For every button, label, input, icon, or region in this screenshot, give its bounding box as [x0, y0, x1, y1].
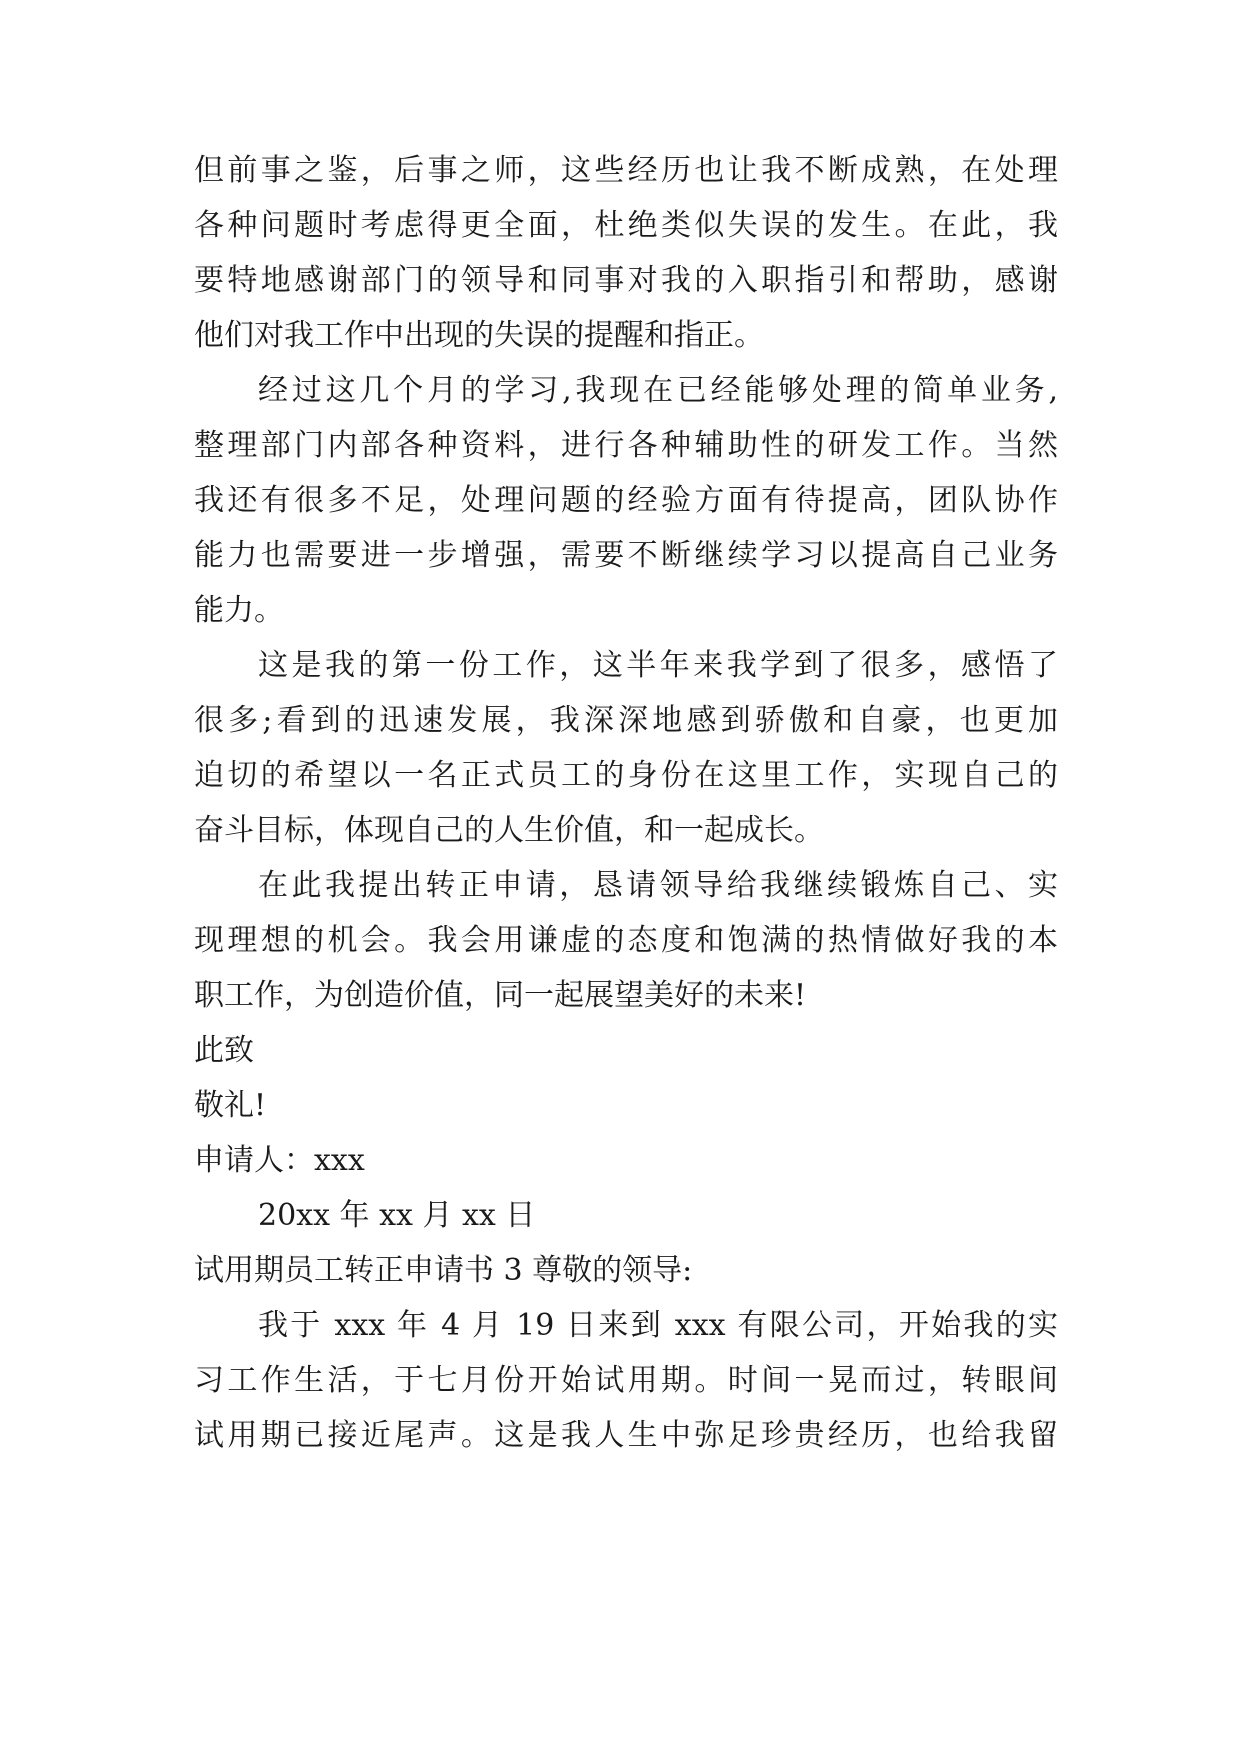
body-line: 现理想的机会。我会用谦虚的态度和饱满的热情做好我的本	[194, 923, 1058, 958]
body-line: 很多;看到的迅速发展，我深深地感到骄傲和自豪，也更加	[194, 703, 1058, 738]
body-line: 整理部门内部各种资料，进行各种辅助性的研发工作。当然	[194, 428, 1058, 463]
closing-salutation: 此致	[194, 1033, 254, 1068]
paragraph-first-line: 经过这几个月的学习,我现在已经能够处理的简单业务,	[258, 373, 1058, 408]
date-line: 20xx 年 xx 月 xx 日	[258, 1198, 536, 1233]
body-line: 试用期已接近尾声。这是我人生中弥足珍贵经历，也给我留	[194, 1418, 1058, 1453]
body-line: 能力。	[194, 593, 284, 628]
applicant-line: 申请人：xxx	[194, 1143, 365, 1178]
section-heading: 试用期员工转正申请书 3 尊敬的领导:	[194, 1253, 693, 1288]
paragraph-first-line: 在此我提出转正申请，恳请领导给我继续锻炼自己、实	[258, 868, 1058, 903]
closing-regards: 敬礼!	[194, 1088, 267, 1123]
body-line: 但前事之鉴，后事之师，这些经历也让我不断成熟，在处理	[194, 153, 1058, 188]
body-line: 我还有很多不足，处理问题的经验方面有待提高，团队协作	[194, 483, 1058, 518]
body-line: 各种问题时考虑得更全面，杜绝类似失误的发生。在此，我	[194, 208, 1058, 243]
body-line: 习工作生活，于七月份开始试用期。时间一晃而过，转眼间	[194, 1363, 1058, 1398]
body-line: 他们对我工作中出现的失误的提醒和指正。	[194, 318, 764, 353]
body-line: 奋斗目标，体现自己的人生价值，和一起成长。	[194, 813, 824, 848]
body-line: 能力也需要进一步增强，需要不断继续学习以提高自己业务	[194, 538, 1058, 573]
paragraph-first-line: 我于 xxx 年 4 月 19 日来到 xxx 有限公司，开始我的实	[258, 1308, 1058, 1343]
body-line: 迫切的希望以一名正式员工的身份在这里工作，实现自己的	[194, 758, 1058, 793]
paragraph-first-line: 这是我的第一份工作，这半年来我学到了很多，感悟了	[258, 648, 1058, 683]
body-line: 职工作，为创造价值，同一起展望美好的未来!	[194, 978, 807, 1013]
body-line: 要特地感谢部门的领导和同事对我的入职指引和帮助，感谢	[194, 263, 1058, 298]
